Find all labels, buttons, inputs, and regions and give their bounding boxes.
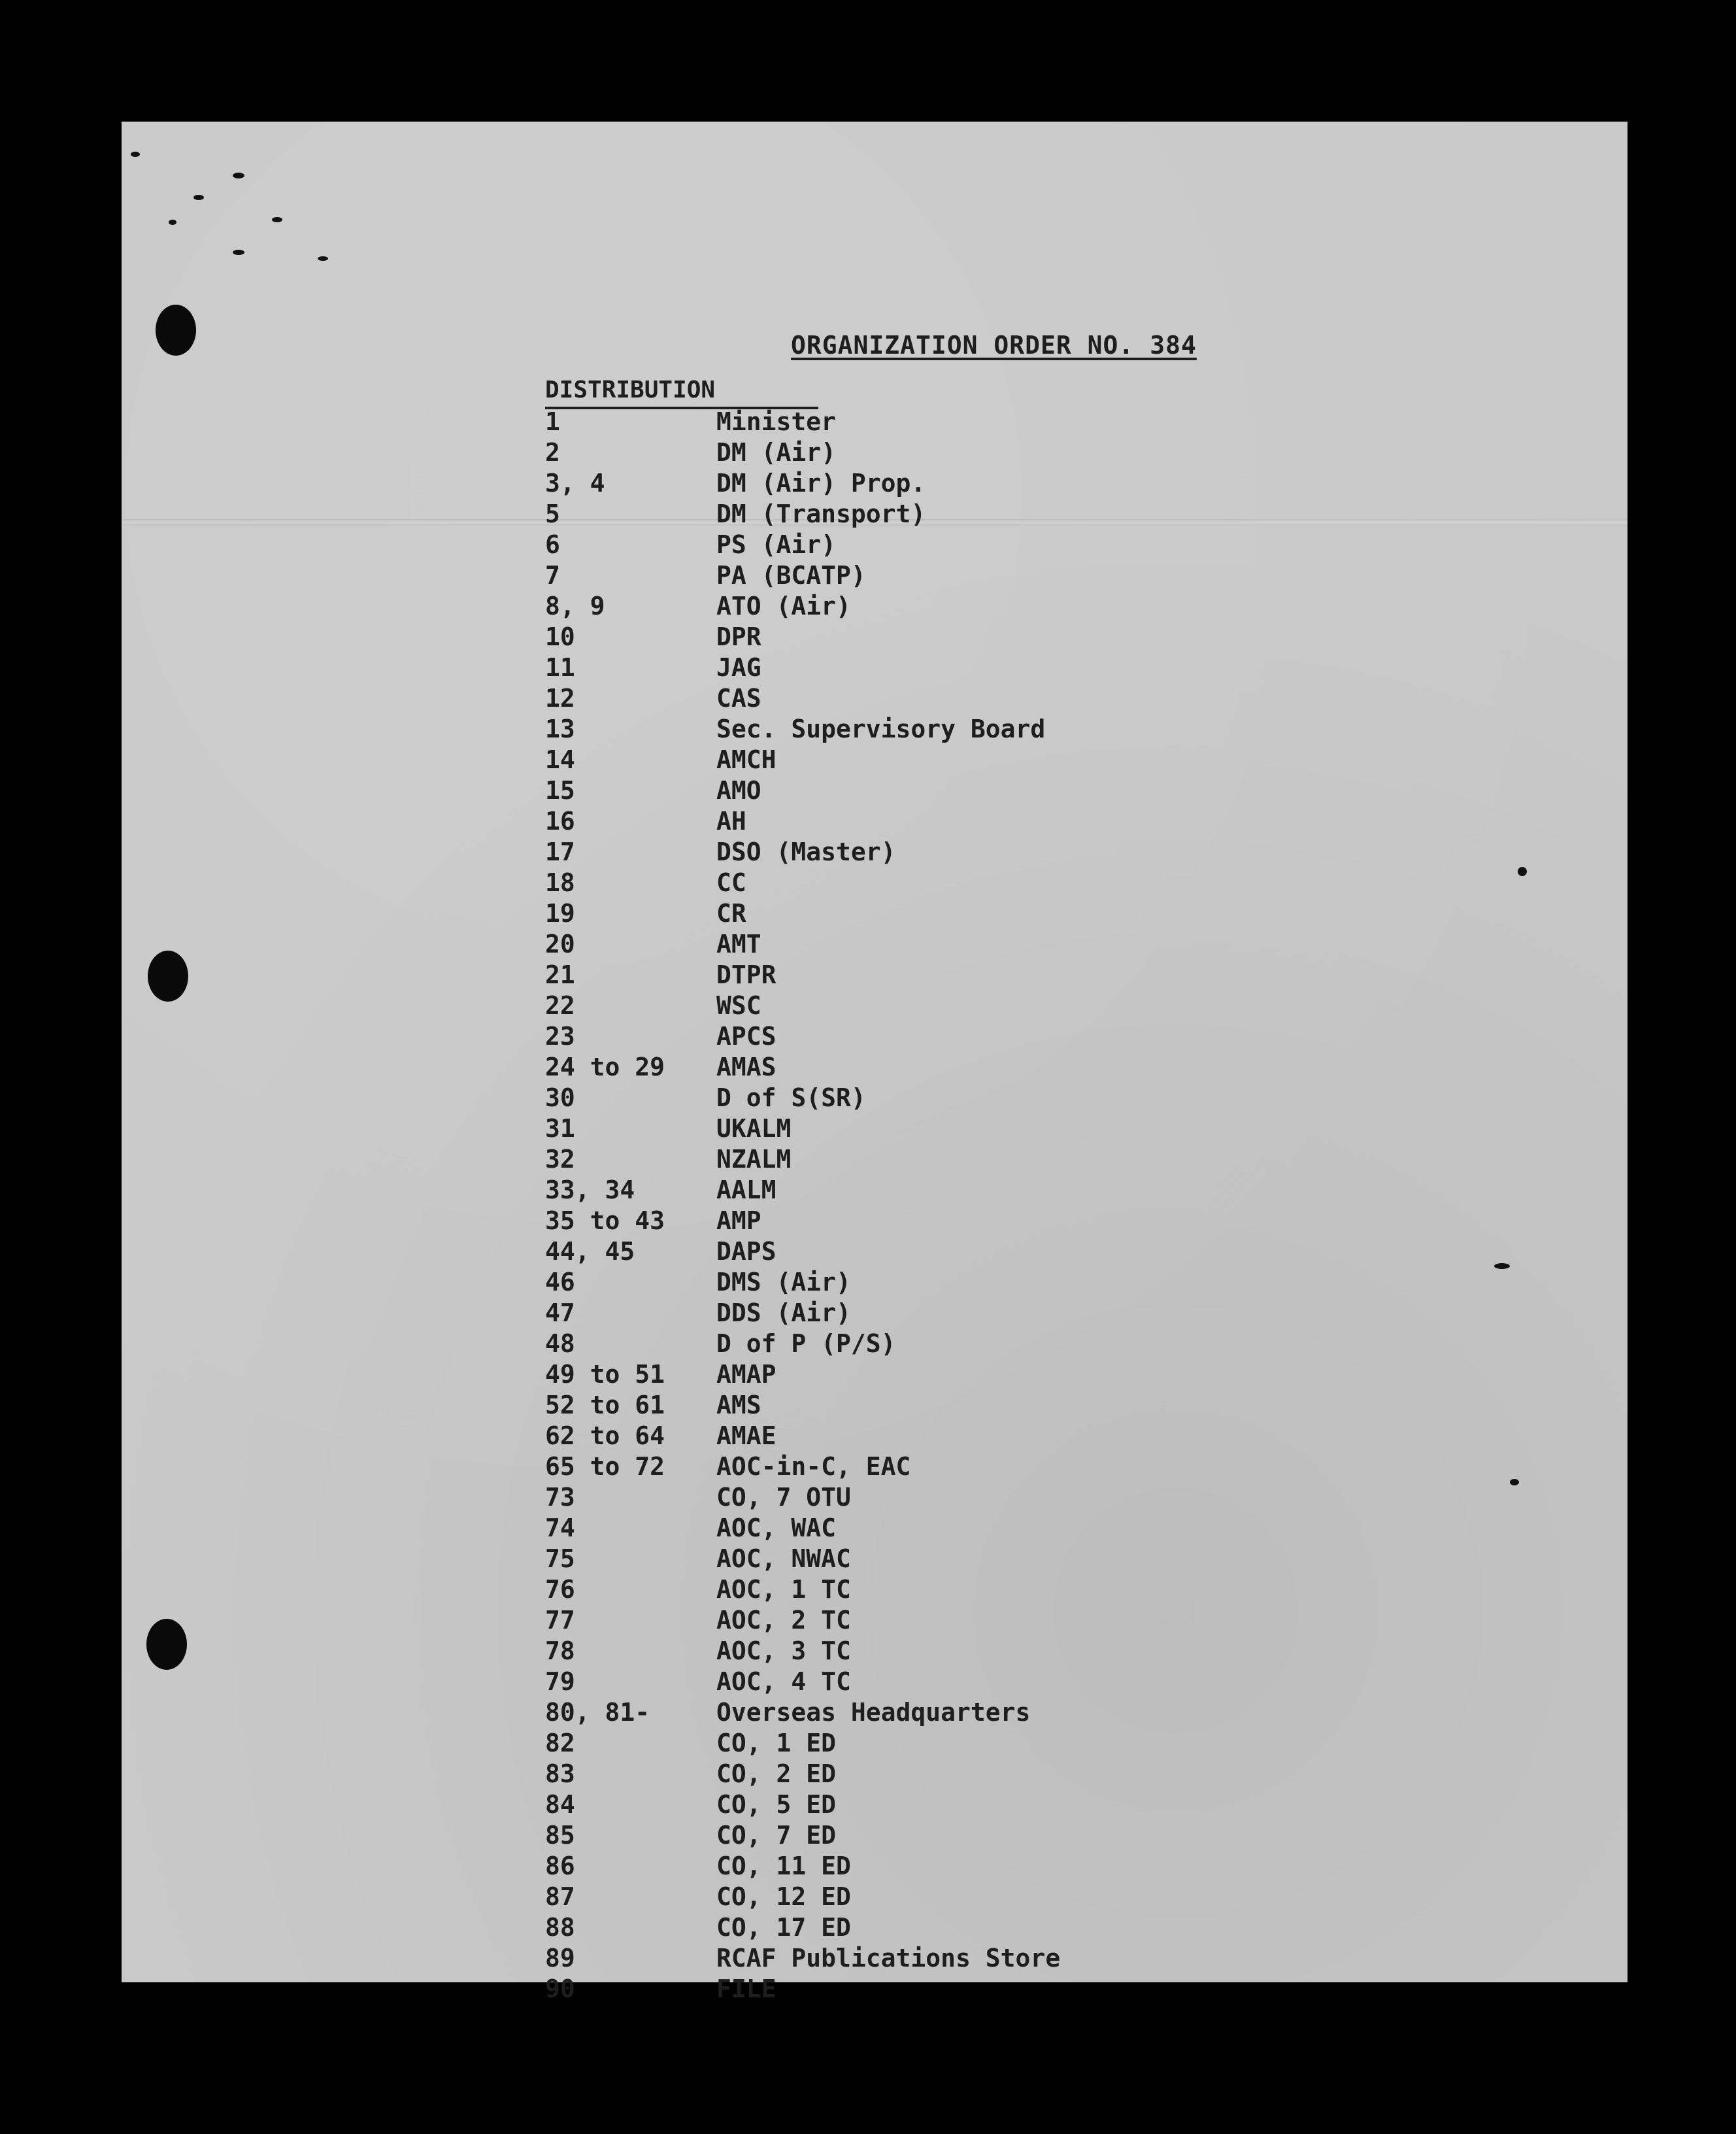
copy-numbers: 5 xyxy=(545,500,560,528)
copy-numbers: 78 xyxy=(545,1636,575,1665)
copy-numbers: 62 to 64 xyxy=(545,1421,665,1450)
list-item xyxy=(545,683,1060,714)
recipient: CO, 5 ED xyxy=(716,1790,837,1819)
copy-numbers: 85 xyxy=(545,1821,575,1850)
recipient: AH xyxy=(716,807,746,836)
copy-numbers: 19 xyxy=(545,899,575,928)
list-item xyxy=(545,1390,1060,1421)
list-item xyxy=(545,1359,1060,1390)
copy-numbers: 86 xyxy=(545,1852,575,1880)
list-item xyxy=(545,1574,1060,1605)
copy-numbers: 74 xyxy=(545,1514,575,1542)
recipient: AOC, 4 TC xyxy=(716,1667,851,1696)
recipient: AALM xyxy=(716,1176,776,1204)
recipient: NZALM xyxy=(716,1145,792,1174)
copy-numbers: 17 xyxy=(545,838,575,866)
copy-numbers: 44, 45 xyxy=(545,1237,635,1266)
copy-numbers: 30 xyxy=(545,1083,575,1112)
recipient: AOC, WAC xyxy=(716,1514,837,1542)
list-item xyxy=(545,1544,1060,1574)
copy-numbers: 12 xyxy=(545,684,575,713)
copy-numbers: 48 xyxy=(545,1329,575,1358)
list-item xyxy=(545,1697,1060,1728)
recipient: JAG xyxy=(716,653,761,682)
copy-numbers: 75 xyxy=(545,1544,575,1573)
list-item xyxy=(545,1329,1060,1359)
copy-numbers: 89 xyxy=(545,1944,575,1973)
recipient: CO, 7 OTU xyxy=(716,1483,851,1512)
recipient: Sec. Supervisory Board xyxy=(716,715,1046,743)
copy-numbers: 2 xyxy=(545,438,560,467)
copy-numbers: 11 xyxy=(545,653,575,682)
recipient: PS (Air) xyxy=(716,530,837,559)
list-item xyxy=(545,1912,1060,1943)
list-item xyxy=(545,837,1060,868)
recipient: DSO (Master) xyxy=(716,838,896,866)
recipient: DM (Air) Prop. xyxy=(716,469,926,498)
recipient: WSC xyxy=(716,991,761,1020)
recipient: DMS (Air) xyxy=(716,1268,851,1296)
recipient: CO, 11 ED xyxy=(716,1852,851,1880)
list-item xyxy=(545,868,1060,898)
copy-numbers: 21 xyxy=(545,960,575,989)
list-item xyxy=(545,714,1060,745)
recipient: CC xyxy=(716,868,746,897)
recipient: ATO (Air) xyxy=(716,592,851,620)
recipient: AMT xyxy=(716,930,761,958)
list-item xyxy=(545,1236,1060,1267)
recipient: AMCH xyxy=(716,745,776,774)
list-item xyxy=(545,1851,1060,1882)
list-item xyxy=(545,1144,1060,1175)
recipient: CO, 2 ED xyxy=(716,1759,837,1788)
copy-numbers: 3, 4 xyxy=(545,469,605,498)
list-item xyxy=(545,898,1060,929)
list-item xyxy=(545,407,1060,437)
list-item xyxy=(545,745,1060,775)
recipient: AOC, NWAC xyxy=(716,1544,851,1573)
copy-numbers: 35 to 43 xyxy=(545,1206,665,1235)
recipient: AOC, 1 TC xyxy=(716,1575,851,1604)
list-item xyxy=(545,560,1060,591)
list-item xyxy=(545,1298,1060,1329)
list-item xyxy=(545,1083,1060,1113)
list-item xyxy=(545,1789,1060,1820)
recipient: CR xyxy=(716,899,746,928)
copy-numbers: 90 xyxy=(545,1974,575,2003)
list-item xyxy=(545,652,1060,683)
recipient: AOC, 2 TC xyxy=(716,1606,851,1634)
recipient: Minister xyxy=(716,407,837,436)
copy-numbers: 84 xyxy=(545,1790,575,1819)
list-item xyxy=(545,929,1060,960)
list-item xyxy=(545,622,1060,652)
copy-numbers: 77 xyxy=(545,1606,575,1634)
recipient: DTPR xyxy=(716,960,776,989)
recipient: CO, 1 ED xyxy=(716,1729,837,1757)
list-item xyxy=(545,960,1060,991)
list-item xyxy=(545,1605,1060,1636)
recipient: PA (BCATP) xyxy=(716,561,866,590)
list-item xyxy=(545,991,1060,1021)
copy-numbers: 73 xyxy=(545,1483,575,1512)
document-page xyxy=(122,122,1628,2003)
copy-numbers: 46 xyxy=(545,1268,575,1296)
copy-numbers: 22 xyxy=(545,991,575,1020)
copy-numbers: 32 xyxy=(545,1145,575,1174)
list-item xyxy=(545,1206,1060,1236)
recipient: CAS xyxy=(716,684,761,713)
recipient: DM (Air) xyxy=(716,438,837,467)
copy-numbers: 10 xyxy=(545,622,575,651)
recipient: DPR xyxy=(716,622,761,651)
distribution-heading: DISTRIBUTION xyxy=(545,377,716,403)
list-item xyxy=(545,1636,1060,1667)
list-item xyxy=(545,1267,1060,1298)
list-item xyxy=(545,1759,1060,1789)
recipient: AOC, 3 TC xyxy=(716,1636,851,1665)
copy-numbers: 23 xyxy=(545,1022,575,1051)
copy-numbers: 87 xyxy=(545,1882,575,1911)
copy-numbers: 82 xyxy=(545,1729,575,1757)
recipient: FILE xyxy=(716,1974,776,2003)
recipient: AMO xyxy=(716,776,761,805)
recipient: AOC-in-C, EAC xyxy=(716,1452,911,1481)
list-item xyxy=(545,468,1060,499)
copy-numbers: 7 xyxy=(545,561,560,590)
document-title: ORGANIZATION ORDER NO. 384 xyxy=(791,331,1197,360)
copy-numbers: 52 to 61 xyxy=(545,1391,665,1419)
list-item xyxy=(545,1667,1060,1697)
recipient: RCAF Publications Store xyxy=(716,1944,1061,1973)
recipient: CO, 17 ED xyxy=(716,1913,851,1942)
copy-numbers: 31 xyxy=(545,1114,575,1143)
copy-numbers: 79 xyxy=(545,1667,575,1696)
copy-numbers: 88 xyxy=(545,1913,575,1942)
list-item xyxy=(545,1113,1060,1144)
copy-numbers: 20 xyxy=(545,930,575,958)
list-item xyxy=(545,806,1060,837)
list-item xyxy=(545,1451,1060,1482)
list-item xyxy=(545,1974,1060,2005)
list-item xyxy=(545,591,1060,622)
copy-numbers: 8, 9 xyxy=(545,592,605,620)
list-item xyxy=(545,1175,1060,1206)
list-item xyxy=(545,1421,1060,1451)
recipient: D of P (P/S) xyxy=(716,1329,896,1358)
copy-numbers: 6 xyxy=(545,530,560,559)
copy-numbers: 1 xyxy=(545,407,560,436)
recipient: D of S(SR) xyxy=(716,1083,866,1112)
recipient: CO, 12 ED xyxy=(716,1882,851,1911)
list-item xyxy=(545,1820,1060,1851)
copy-numbers: 80, 81- xyxy=(545,1698,650,1727)
recipient: AMAS xyxy=(716,1053,776,1081)
list-item xyxy=(545,1021,1060,1052)
recipient: AMAE xyxy=(716,1421,776,1450)
copy-numbers: 16 xyxy=(545,807,575,836)
recipient: UKALM xyxy=(716,1114,792,1143)
copy-numbers: 18 xyxy=(545,868,575,897)
copy-numbers: 33, 34 xyxy=(545,1176,635,1204)
recipient: DM (Transport) xyxy=(716,500,926,528)
list-item xyxy=(545,437,1060,468)
list-item xyxy=(545,1943,1060,1974)
list-item xyxy=(545,530,1060,560)
recipient: Overseas Headquarters xyxy=(716,1698,1031,1727)
list-item xyxy=(545,1513,1060,1544)
recipient: AMAP xyxy=(716,1360,776,1389)
recipient: CO, 7 ED xyxy=(716,1821,837,1850)
list-item xyxy=(545,1882,1060,1912)
distribution-document xyxy=(122,122,1628,2003)
distribution-list xyxy=(545,407,1060,2005)
copy-numbers: 49 to 51 xyxy=(545,1360,665,1389)
copy-numbers: 24 to 29 xyxy=(545,1053,665,1081)
copy-numbers: 14 xyxy=(545,745,575,774)
copy-numbers: 13 xyxy=(545,715,575,743)
copy-numbers: 47 xyxy=(545,1298,575,1327)
recipient: DAPS xyxy=(716,1237,776,1266)
copy-numbers: 83 xyxy=(545,1759,575,1788)
list-item xyxy=(545,1728,1060,1759)
list-item xyxy=(545,1482,1060,1513)
recipient: AMS xyxy=(716,1391,761,1419)
copy-numbers: 15 xyxy=(545,776,575,805)
list-item xyxy=(545,499,1060,530)
recipient: AMP xyxy=(716,1206,761,1235)
copy-numbers: 76 xyxy=(545,1575,575,1604)
copy-numbers: 65 to 72 xyxy=(545,1452,665,1481)
recipient: APCS xyxy=(716,1022,776,1051)
list-item xyxy=(545,775,1060,806)
list-item xyxy=(545,1052,1060,1083)
recipient: DDS (Air) xyxy=(716,1298,851,1327)
